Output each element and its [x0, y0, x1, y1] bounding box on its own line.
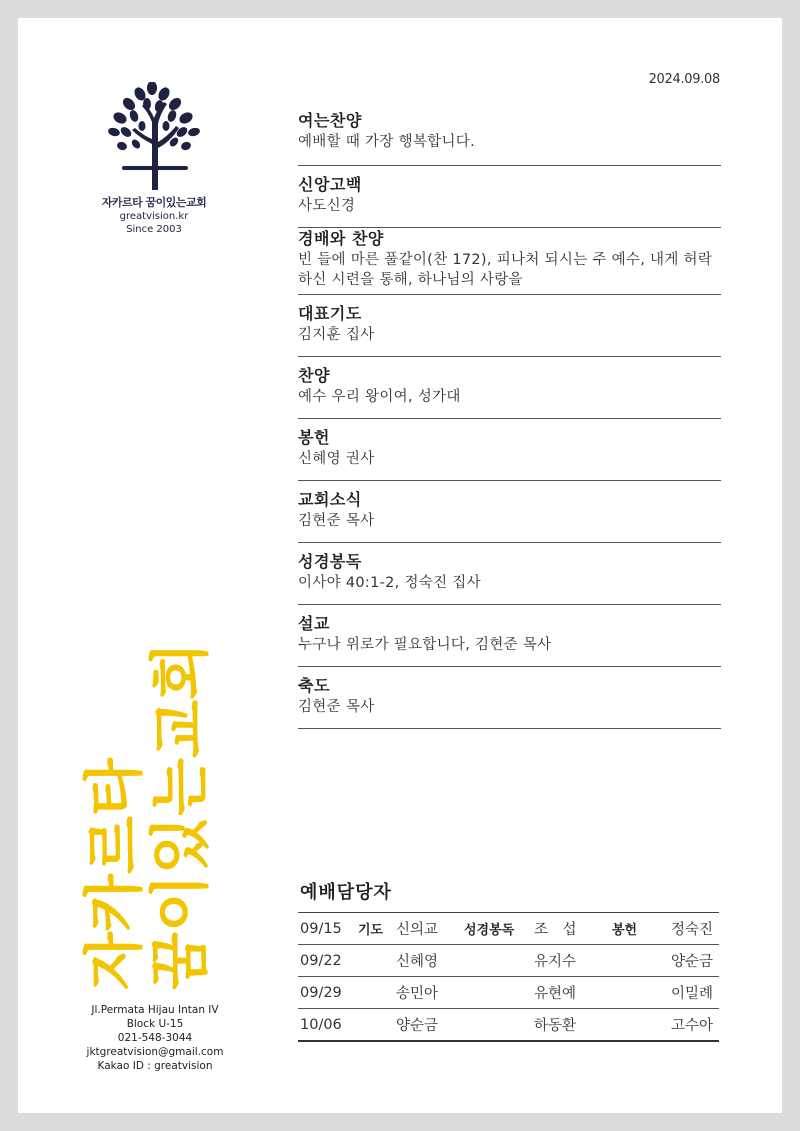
order-desc: 신혜영 권사 [298, 451, 375, 467]
vertical-title-char: 카 [80, 874, 150, 932]
bulletin-date: 2024.09.08 [648, 72, 720, 87]
table-row [298, 945, 719, 977]
empty-cell [358, 977, 396, 1009]
staff-prayer: 송민아 [396, 977, 464, 1009]
church-name: 자카르타 꿈이있는교회 [101, 196, 207, 209]
order-item [298, 357, 721, 419]
staff-reading: 하동환 [534, 1009, 612, 1042]
vertical-title-char: 꿈 [146, 932, 216, 990]
vertical-title-line1 [78, 758, 152, 990]
empty-cell [464, 945, 534, 977]
staff-section-title: 예배담당자 [300, 882, 392, 903]
order-desc: 빈 들에 마른 풀같이(찬 172), 피나처 되시는 주 예수, 내게 허락하신 시련을 통해, 하나님의 사랑을 [298, 252, 713, 288]
order-desc: 예수 우리 왕이여, 성가대 [298, 389, 461, 405]
staff-prayer: 신혜영 [396, 945, 464, 977]
staff-reading: 유현예 [534, 977, 612, 1009]
church-since: Since 2003 [126, 224, 182, 235]
contact-phone: 021-548-3044 [117, 1032, 193, 1044]
order-item [298, 543, 721, 605]
order-title: 성경봉독 [298, 552, 362, 571]
table-row [298, 977, 719, 1009]
order-title: 찬양 [298, 366, 330, 385]
table-row [298, 913, 719, 945]
order-title: 교회소식 [298, 490, 362, 509]
staff-reading: 유지수 [534, 945, 612, 977]
contact-address-line2: Block U-15 [126, 1018, 184, 1030]
staff-prayer: 신의교 [396, 913, 464, 945]
order-desc: 예배할 때 가장 행복합니다. [298, 134, 476, 150]
vertical-title-char: 이 [146, 874, 216, 932]
staff-label-offering: 봉헌 [612, 913, 648, 945]
order-item [298, 295, 721, 357]
vertical-title-char: 자 [80, 932, 150, 990]
vertical-title-line2 [144, 642, 218, 990]
order-desc: 누구나 위로가 필요합니다, 김현준 목사 [298, 637, 552, 653]
vertical-title-char: 있 [146, 816, 216, 874]
tree-icon [102, 82, 206, 190]
order-title: 설교 [298, 614, 330, 633]
order-desc: 김현준 목사 [298, 699, 375, 715]
empty-cell [464, 1009, 534, 1042]
order-title: 축도 [298, 676, 330, 695]
contact-info [70, 1003, 240, 1073]
staff-date: 09/29 [298, 977, 358, 1009]
order-item [298, 110, 721, 166]
empty-cell [358, 945, 396, 977]
empty-cell [358, 1009, 396, 1042]
empty-cell [464, 977, 534, 1009]
staff-offering: 양순금 [648, 945, 719, 977]
vertical-title-char: 타 [80, 758, 150, 816]
vertical-title-char: 교 [146, 700, 216, 758]
vertical-church-title [78, 580, 228, 990]
staff-date: 09/22 [298, 945, 358, 977]
vertical-title-char: 르 [80, 816, 150, 874]
staff-date: 09/15 [298, 913, 358, 945]
contact-email: jktgreatvision@gmail.com [86, 1046, 224, 1058]
worship-order [298, 110, 721, 729]
staff-prayer: 양순금 [396, 1009, 464, 1042]
church-website: greatvision.kr [119, 211, 189, 222]
order-item [298, 166, 721, 228]
staff-date: 10/06 [298, 1009, 358, 1042]
order-desc: 사도신경 [298, 198, 356, 214]
staff-offering: 이밀례 [648, 977, 719, 1009]
contact-kakao: Kakao ID : greatvision [97, 1060, 213, 1072]
order-title: 대표기도 [298, 304, 362, 323]
staff-reading: 조 섭 [534, 913, 612, 945]
vertical-title-char: 는 [146, 758, 216, 816]
staff-label-prayer: 기도 [358, 913, 396, 945]
order-desc: 이사야 40:1-2, 정숙진 집사 [298, 575, 481, 591]
order-title: 여는찬양 [298, 111, 362, 130]
order-item [298, 228, 721, 295]
order-title: 신앙고백 [298, 175, 362, 194]
staff-table [298, 912, 719, 1042]
order-item [298, 481, 721, 543]
vertical-title-char: 회 [146, 642, 216, 700]
table-row [298, 1009, 719, 1042]
order-desc: 김현준 목사 [298, 513, 375, 529]
order-desc: 김지훈 집사 [298, 327, 375, 343]
order-title: 봉헌 [298, 428, 330, 447]
order-title: 경배와 찬양 [298, 229, 384, 248]
empty-cell [612, 945, 648, 977]
church-logo [96, 82, 212, 236]
staff-offering: 고수아 [648, 1009, 719, 1042]
order-item [298, 605, 721, 667]
empty-cell [612, 977, 648, 1009]
empty-cell [612, 1009, 648, 1042]
staff-offering: 정숙진 [648, 913, 719, 945]
contact-address-line1: Jl.Permata Hijau Intan IV [91, 1004, 219, 1016]
order-item [298, 419, 721, 481]
staff-label-reading: 성경봉독 [464, 913, 534, 945]
order-item [298, 667, 721, 729]
